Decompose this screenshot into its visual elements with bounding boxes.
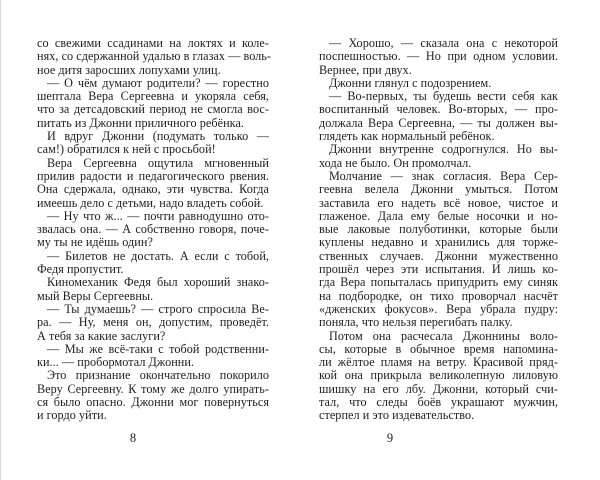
text-line: со свежими ссадинами на локтях и коле- bbox=[37, 36, 269, 50]
text-line: заставила его надеть всё новое, чистое и bbox=[319, 195, 558, 210]
text-line: кой она прикрыла великолепную лиловую bbox=[319, 368, 558, 383]
text-line: глядеть как нормальный ребёнок. bbox=[319, 129, 495, 144]
text-line: имеешь дело с детьми, надо владеть собой. bbox=[37, 195, 264, 210]
text-line: — Мы же всё-таки с тобой родственни- bbox=[47, 341, 269, 356]
text-line: геевна велела Джонни умыться. Потом bbox=[319, 182, 558, 197]
text-line: шишку на его лбу. Джонни, который счи- bbox=[319, 381, 558, 396]
text-line: прошёл через эти испытания. И лишь ко- bbox=[319, 262, 558, 277]
text-line: Джонни глянул с подозрением. bbox=[329, 75, 492, 90]
text-line: Киномеханик Федя был хороший знако- bbox=[47, 275, 269, 290]
text-line: «дженских фокусов». Вера убрала пудру: bbox=[319, 301, 558, 316]
page-number-left: 8 bbox=[129, 431, 137, 445]
text-line: Вернее, при двух. bbox=[319, 62, 412, 77]
text-line: — Билетов не достать. А если с тобой, bbox=[47, 248, 269, 263]
text-line: воспитанный человек. Во-вторых, — про- bbox=[319, 102, 558, 117]
text-line: ки... — пробормотал Джонни. bbox=[37, 355, 195, 370]
text-line: Вера Сергеевна ощутила мгновенный bbox=[47, 155, 269, 170]
text-line: нях, со сдержанной удалью в глазах — воль- bbox=[37, 49, 272, 64]
text-line: шептала Вера Сергеевна и укоряла себя, bbox=[37, 89, 269, 104]
text-line: Молчание — знак согласия. Вера Сер- bbox=[329, 168, 558, 183]
text-line: Это признание окончательно покорило bbox=[47, 368, 269, 383]
text-line: поняла, что нельзя перегибать палку. bbox=[319, 315, 513, 330]
text-line: тал, что следы боёв украшают мужчин, bbox=[319, 395, 558, 410]
text-line: Федя пропустит. bbox=[37, 262, 124, 277]
text-line: хода не было. Он промолчал. bbox=[319, 155, 472, 170]
text-line: поспешностью. — Но при одном условии. bbox=[319, 49, 558, 64]
text-line: Потом она расчесала Джоннины воло- bbox=[329, 328, 558, 343]
text-line: Веру Сергеевну. К тому же долго упирать- bbox=[37, 381, 269, 396]
right-page-text bbox=[319, 37, 558, 423]
text-line: И вдруг Джонни (подумать только — bbox=[47, 129, 269, 144]
text-line: ра. — Ну, меня он, допустим, проведёт. bbox=[37, 315, 269, 330]
text-line: — Ты думаешь? — строго спросила Ве- bbox=[47, 301, 269, 316]
text-line: вые лаковые полуботинки, которые были bbox=[319, 222, 558, 237]
page-number-right: 9 bbox=[386, 431, 394, 445]
text-line: ся было опасно. Джонни мог повернуться bbox=[37, 395, 269, 410]
page-edge bbox=[0, 0, 1, 480]
text-line: стерпел и это издевательство. bbox=[319, 408, 475, 423]
text-line: А тебя за какие заслуги? bbox=[37, 328, 166, 343]
text-line: прилив радости и педагогического рвения. bbox=[37, 168, 269, 183]
left-page-text bbox=[37, 36, 272, 423]
text-line: гда Вера попыталась припудрить ему синяк bbox=[319, 275, 558, 290]
text-line: питать из Джонни приличного ребёнка. bbox=[37, 115, 245, 130]
text-line: ное дитя заросших лопухами улиц. bbox=[37, 62, 221, 77]
text-line: — Ну что ж... — почти равнодушно ото- bbox=[47, 208, 269, 223]
text-line: что за детсадовский период не смогла вос- bbox=[37, 102, 269, 117]
text-line: на подбородке, он тихо проворчал насчёт bbox=[319, 288, 558, 303]
text-line: и гордо уйти. bbox=[37, 408, 107, 423]
text-line: му ты не идёшь один? bbox=[37, 235, 153, 250]
text-line: — Во-первых, ты будешь вести себя как bbox=[329, 89, 558, 104]
text-line: ли жёлтое пламя на ветру. Красивой пряд- bbox=[319, 355, 558, 370]
text-line: сы, которые в обычное время напомина- bbox=[319, 341, 558, 356]
text-line: мый Веры Сергеевны. bbox=[37, 288, 154, 303]
text-line: ственных случаев. Джонни мужественно bbox=[319, 248, 558, 263]
text-line: должала Вера Сергеевна, — ты должен вы- bbox=[319, 115, 558, 130]
text-line: — Хорошо, — сказала она с некоторой bbox=[329, 36, 558, 50]
text-line: сам!) обратился к ней с просьбой! bbox=[37, 142, 216, 157]
text-line: куплены недавно и хранились для торже- bbox=[319, 235, 558, 250]
text-line: звалась она. — А собственно говоря, поче- bbox=[37, 222, 269, 237]
text-line: Джонни внутренне содрогнулся. Но вы- bbox=[329, 142, 558, 157]
text-line: — О чём думают родители? — горестно bbox=[47, 75, 269, 90]
text-line: глаженое. Дала ему белые носочки и но- bbox=[319, 208, 558, 223]
text-line: Она сдержала, однако, эти чувства. Когда bbox=[37, 182, 269, 197]
